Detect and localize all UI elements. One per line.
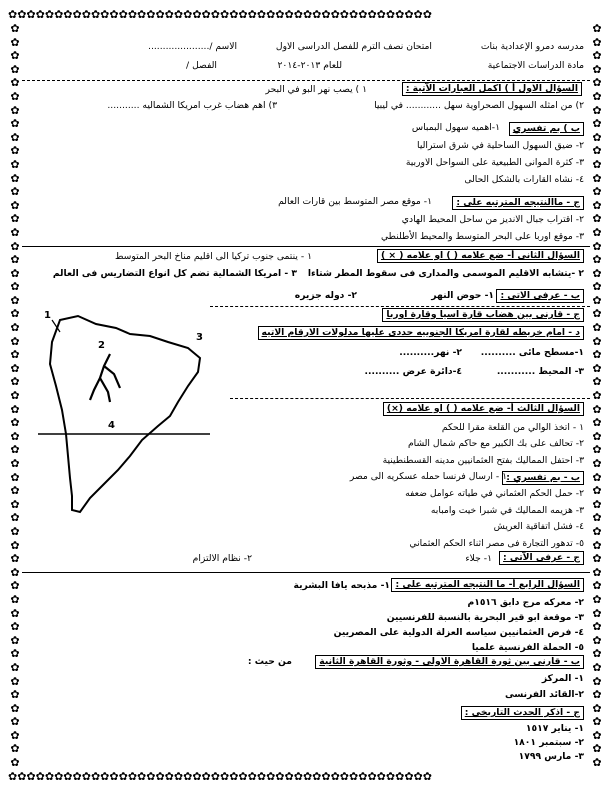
q1-a1: ١ ) يصب نهر البو في البحر bbox=[265, 84, 367, 95]
border-right: ✿ ✿ ✿ ✿ ✿ ✿ ✿ ✿ ✿ ✿ ✿ ✿ ✿ ✿ ✿ ✿ ✿ ✿ ✿ ✿ ✿ ✿ ✿ ✿ ✿ ✿ ✿ ✿ ✿ ✿ ✿ ✿ ✿ ✿ ✿ ✿ ✿ ✿ ✿ ✿ ✿ ✿ ✿ ✿ ✿ ✿ ✿ ✿ ✿ ✿ ✿ ✿ ✿ ✿ ✿ bbox=[592, 22, 602, 770]
q1-b1: ١-اهميه سهول البمباس bbox=[411, 122, 500, 133]
q4-a2: ٢- معركه مرج دابق ١٥١٦م bbox=[467, 597, 584, 608]
q4-title: السؤال الرابع أ- ما النتيجه المترتبه على : bbox=[391, 578, 584, 592]
q2-d3: ٣- المحيط ........... bbox=[496, 366, 584, 377]
divider-q4 bbox=[22, 572, 590, 573]
continent-outline bbox=[50, 316, 200, 512]
q2-d2: ٢- نهر.......... bbox=[399, 347, 462, 358]
q3-a1: ١ - اتخذ الوالي من القلعة مقرا للحكم bbox=[441, 422, 584, 433]
name-field: الاسم /..................... bbox=[148, 41, 237, 52]
exam-title: امتحان نصف الترم للفصل الدراسى الاول bbox=[275, 41, 432, 52]
q2-b2: ٢- دوله جزيره bbox=[294, 290, 357, 301]
q3-b-title: ب - بم تفسري : bbox=[502, 471, 584, 485]
q4-c1: ١- يناير ١٥١٧ bbox=[525, 723, 584, 734]
q4-a5: ٥- الحملة الفرنسية علميا bbox=[471, 642, 584, 653]
q1-b2: ٢- ضيق السهول الساحلية في شرق استراليا bbox=[417, 140, 584, 151]
q3-c-title: ج - عرفى الآتى : bbox=[499, 551, 584, 565]
q3-c1: ١- جلاء bbox=[465, 553, 492, 564]
south-america-map bbox=[38, 306, 218, 521]
divider-q2-c bbox=[210, 306, 590, 307]
q1-c3: ٣- موقع اوربا على البحر المتوسط والمحيط الأطلنطي bbox=[381, 231, 584, 242]
divider-q1 bbox=[22, 80, 590, 81]
q3-b5: ٥- تدهور التجارة فى مصر اثناء الحكم العثماني bbox=[409, 538, 584, 549]
q4-a4: ٤- فرض العثمانيين سياسه العزلة الدولية على المصريين bbox=[333, 627, 584, 638]
q3-c2: ٢- نظام الالتزام bbox=[192, 553, 252, 564]
q4-c3: ٣- مارس ١٧٩٩ bbox=[518, 751, 584, 762]
map-label-4: 4 bbox=[108, 420, 115, 431]
q1-b-title: ب ) بم تفسري bbox=[509, 122, 584, 136]
q2-b1: ١- حوض النهر bbox=[431, 290, 494, 301]
q4-c-title: ج - اذكر الحدث التاريخي : bbox=[461, 706, 584, 720]
q1-b4: ٤- نشاه القارات بالشكل الحالى bbox=[464, 174, 584, 185]
q1-c1: ١- موقع مصر المتوسط بين قارات العالم bbox=[278, 196, 432, 207]
q2-b-title: ب - عرفى الاتى : bbox=[496, 289, 584, 303]
school-year: للعام ٢٠١٣-٢٠١٤ bbox=[277, 60, 342, 71]
border-top: ✿✿✿✿✿✿✿✿✿✿✿✿✿✿✿✿✿✿✿✿✿✿✿✿✿✿✿✿✿✿✿✿✿✿✿✿✿✿✿✿✿✿✿✿✿✿ bbox=[8, 8, 432, 21]
border-left: ✿ ✿ ✿ ✿ ✿ ✿ ✿ ✿ ✿ ✿ ✿ ✿ ✿ ✿ ✿ ✿ ✿ ✿ ✿ ✿ ✿ ✿ ✿ ✿ ✿ ✿ ✿ ✿ ✿ ✿ ✿ ✿ ✿ ✿ ✿ ✿ ✿ ✿ ✿ ✿ ✿ ✿ ✿ ✿ ✿ ✿ ✿ ✿ ✿ ✿ ✿ ✿ ✿ ✿ ✿ bbox=[10, 22, 20, 770]
q1-a2: ٢) من امثله السهول الصحراوية سهل ............ في ليبيا bbox=[374, 100, 584, 111]
q2-c-title: ج - قارنى بين هضاب قارة اسيا وقارة اوربا bbox=[382, 308, 584, 322]
divider-q3 bbox=[230, 398, 590, 399]
q1-b3: ٣- كثرة الموانى الطبيعية على السواحل الاوربية bbox=[405, 157, 584, 168]
q1-a3: ٣) اهم هضاب غرب امريكا الشماليه ........... bbox=[107, 100, 277, 111]
q2-d-title: د - امام خريطه لقارة امريكا الجنوبيه حددى عليها مدلولات الارقام الاتيه bbox=[258, 326, 584, 340]
q3-b3: ٣- هزيمه المماليك في شبرا خيت وامبابه bbox=[430, 505, 584, 516]
school-name: مدرسه دمرو الإعدادية بنات bbox=[480, 41, 584, 52]
q2-a2: ٢ -يتشابه الاقليم الموسمى والمدارى فى سقوط المطر شتاءا bbox=[307, 268, 584, 279]
q4-b-suffix: من حيث : bbox=[247, 656, 292, 667]
q2-a3: ٣ - امريكا الشمالية تضم كل انواع التضاريس فى العالم bbox=[52, 268, 297, 279]
q2-a1: ١ - ينتمى جنوب تركيا الى اقليم مناخ البحر المتوسط bbox=[114, 251, 312, 262]
q2-d4: ٤-دائرة عرض .......... bbox=[364, 366, 462, 377]
q1-title: السؤال الاول أ ) اكمل العبارات الآتية : bbox=[402, 82, 582, 96]
border-bottom: ✿✿✿✿✿✿✿✿✿✿✿✿✿✿✿✿✿✿✿✿✿✿✿✿✿✿✿✿✿✿✿✿✿✿✿✿✿✿✿✿✿✿✿✿✿✿ bbox=[8, 770, 432, 783]
q3-b4: ٤- فشل اتفاقية العريش bbox=[493, 521, 584, 532]
subject-name: مادة الدراسات الاجتماعية bbox=[487, 60, 584, 71]
map-label-1: 1 bbox=[44, 310, 51, 321]
map-label-3: 3 bbox=[196, 332, 203, 343]
q4-b-title: ب - قارنى بين ثورة القاهرة الاولى - وثورة القاهرة الثانية bbox=[315, 655, 584, 669]
divider-q2 bbox=[22, 246, 590, 247]
q4-a3: ٣- موقعة ابو قير البحرية بالنسبة للفرنسيين bbox=[386, 612, 584, 623]
q4-a1: ١- مذبحه يافا البشرية bbox=[293, 580, 390, 591]
map-label-2: 2 bbox=[98, 340, 105, 351]
q2-title: السؤال الثانى أ- ضع علامه ( ) او علامه ( × ) bbox=[377, 249, 584, 263]
q3-b1: ١ - ارسال فرنسا حمله عسكريه الى مصر bbox=[349, 471, 507, 482]
class-field: الفصل / bbox=[186, 60, 217, 71]
q3-b2: ٢- حمل الحكم العثماني في طياته عوامل ضعفه bbox=[405, 488, 584, 499]
q1-c2: ٢- اقتراب جبال الانديز من ساحل المحيط الهادي bbox=[401, 214, 584, 225]
q3-title: السؤال الثالث أ- ضع علامه ( ) او علامه (×) bbox=[383, 402, 584, 416]
q3-a3: ٣- احتفل المماليك بفتح العثمانيين مدينه القسطنطينية bbox=[382, 455, 584, 466]
q4-b2: ٢-القائد الفرنسى bbox=[504, 689, 584, 700]
q4-c2: ٢- سبتمبر ١٨٠١ bbox=[513, 737, 584, 748]
q2-d1: ١-مسطح مائى .......... bbox=[480, 347, 584, 358]
q1-c-title: ج - ماالنتيجه المترتبه على : bbox=[452, 196, 584, 210]
q3-a2: ٢- تحالف على بك الكبير مع حاكم شمال الشام bbox=[407, 438, 584, 449]
q4-b1: ١- المركز bbox=[541, 673, 584, 684]
